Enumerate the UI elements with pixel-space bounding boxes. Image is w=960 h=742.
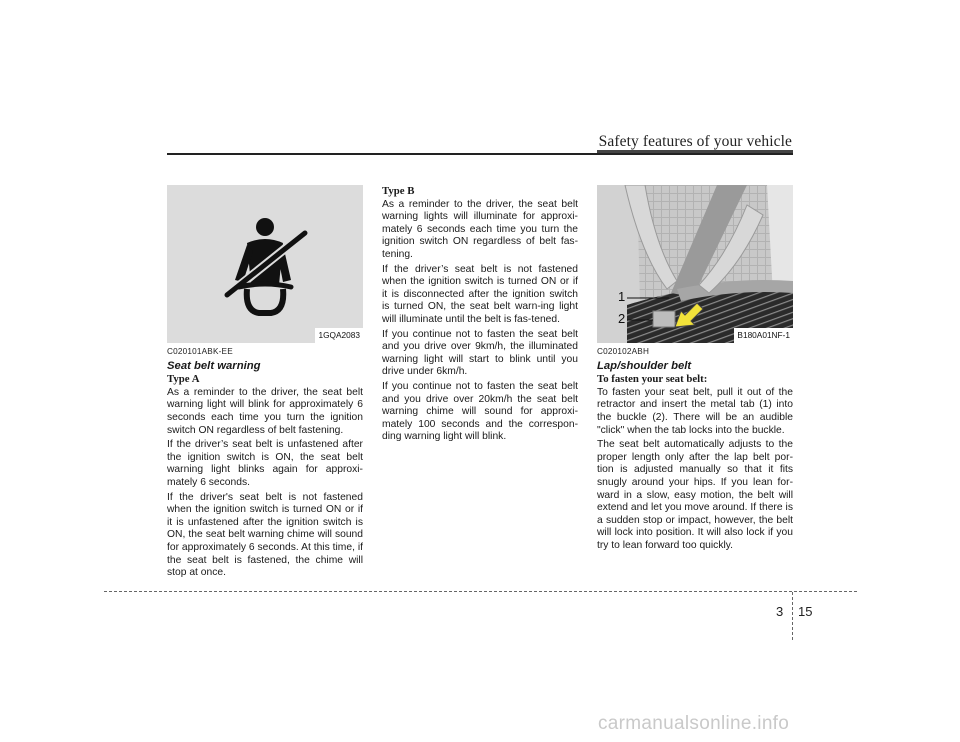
figure-code: B180A01NF-1	[734, 328, 793, 343]
reference-code: C020101ABK-EE	[167, 347, 233, 356]
paragraph: The seat belt automatically adjusts to the proper length only after the lap belt por-tion is adjusted manually so that it fits snugly around your hips. If you lean for-ward in a slow, easy motion, the belt will extend and let you move around. If there is a sudden stop or impact, however, the belt will lock into position. It will also lock if you try to lean forward too quickly.	[597, 439, 793, 551]
type-a-heading: Type A	[167, 373, 200, 386]
type-b-heading: Type B	[382, 185, 415, 197]
paragraph: If you continue not to fasten the seat belt and you drive over 9km/h, the illuminated warning light will start to blink until you drive under 6km/h.	[382, 328, 578, 378]
page-number: 15	[798, 604, 813, 619]
footer-divider	[792, 592, 793, 640]
column-type-b	[382, 185, 578, 446]
paragraph: As a reminder to the driver, the seat belt warning light will blink for approximately 6 seconds each time you turn the ignition switch ON regardless of belt fastening.	[167, 386, 363, 436]
paragraph: If the driver’s seat belt is unfastened after the ignition switch is ON, the seat belt warning light blinks again for approxi-mately 6 seconds.	[167, 439, 363, 488]
footer-rule	[104, 591, 857, 592]
paragraph: If the driver’s seat belt is not fastened when the ignition switch is turned ON or if it is disconnected after the ignition switch is turned ON, the seat belt warn-ing light will illuminate until the belt is fas-tened.	[382, 263, 578, 325]
page-header-title: Safety features of your vehicle	[598, 133, 792, 150]
paragraph: As a reminder to the driver, the seat belt warning lights will illuminate for approxi-mately 6 seconds each time you turn the ignition switch ON regardless of belt fas-tening.	[382, 198, 578, 260]
callout-2: 2	[618, 311, 626, 326]
header-rule	[167, 153, 793, 155]
seat-belt-buckle-photo	[597, 185, 793, 343]
section-title: Lap/shoulder belt	[597, 359, 692, 372]
watermark-text: carmanualsonline.info	[598, 713, 790, 734]
fasten-subheading: To fasten your seat belt:	[597, 373, 708, 386]
section-title: Seat belt warning	[167, 359, 261, 372]
seat-belt-warning-icon	[167, 185, 363, 343]
paragraph: If the driver's seat belt is not fastened when the ignition switch is turned ON or if it is unfastened after the ignition switch is ON, the seat belt warning chime will sound for approximately 6 seconds. At this time, if the seat belt is fastened, the chime will stop at once.	[167, 491, 363, 579]
column-lap-shoulder-belt	[597, 185, 793, 555]
fastening-seat-belt-illustration	[597, 185, 793, 343]
reference-code: C020102ABH	[597, 347, 650, 356]
figure-code: 1GQA2083	[315, 328, 363, 343]
chapter-number: 3	[776, 604, 784, 619]
paragraph: If you continue not to fasten the seat belt and you drive over 20km/h the seat belt warning chime will sound for approxi-mately 100 seconds and the correspon-ding warning light will blink.	[382, 380, 578, 443]
seat-belt-warning-figure	[167, 185, 363, 343]
paragraph: To fasten your seat belt, pull it out of the retractor and insert the metal tab (1) into the buckle (2). There will be an audible "click" when the tab locks into the buckle.	[597, 386, 793, 436]
column-seat-belt-warning	[167, 185, 363, 582]
callout-1: 1	[618, 289, 626, 304]
